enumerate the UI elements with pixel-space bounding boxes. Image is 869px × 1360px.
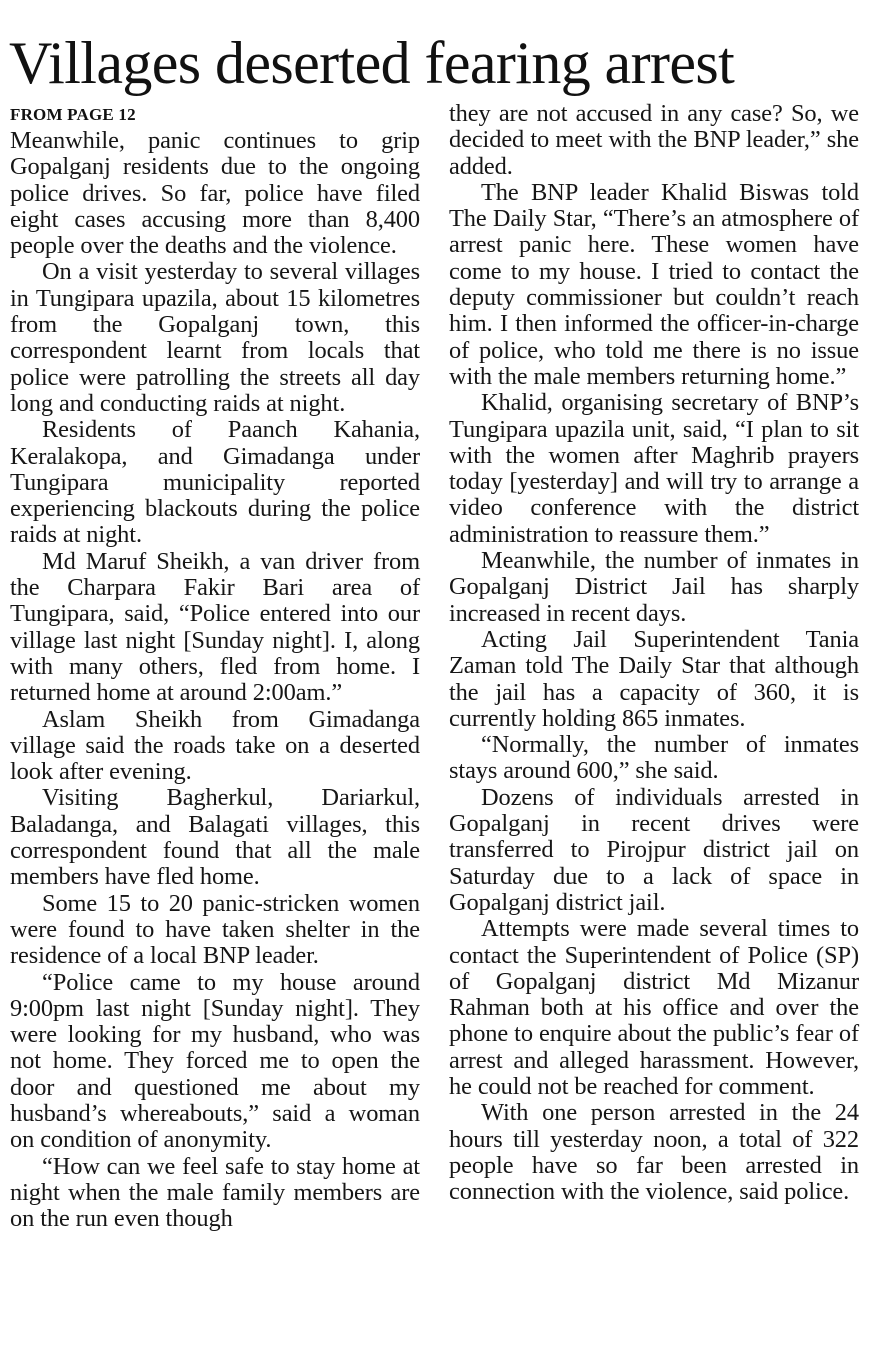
- paragraph: Residents of Paanch Kahania, Keralakopa, and Gimadanga under Tungipara municipality reported experiencing blackouts during the police raids at night.: [10, 416, 420, 549]
- paragraph: Some 15 to 20 panic-stricken women were found to have taken shelter in the residence of a local BNP leader.: [10, 889, 420, 970]
- paragraph: Md Maruf Sheikh, a van driver from the Charpara Fakir Bari area of Tungipara, said, “Police entered into our village last night [Sunday night]. I, along with many others, fled from home. I returned home at around 2:00am.”: [10, 547, 420, 707]
- paragraph: With one person arrested in the 24 hours till yesterday noon, a total of 322 people have so far been arrested in connection with the violence, said police.: [449, 1099, 859, 1206]
- paragraph: Meanwhile, the number of inmates in Gopalganj District Jail has sharply increased in recent days.: [449, 547, 859, 627]
- paragraph: The BNP leader Khalid Biswas told The Daily Star, “There’s an atmosphere of arrest panic here. These women have come to my house. I tried to contact the deputy commissioner but couldn’t reach him. I then informed the officer-in-charge of police, who told me there is no issue with the male members returning home.”: [449, 178, 859, 390]
- paragraph: “How can we feel safe to stay home at night when the male family members are on the run even though: [10, 1152, 420, 1233]
- paragraph: Khalid, organising secretary of BNP’s Tungipara upazila unit, said, “I plan to sit with the women after Maghrib prayers today [yesterday] and will try to arrange a video conference with the district administration to reassure them.”: [449, 389, 859, 548]
- paragraph: On a visit yesterday to several villages in Tungipara upazila, about 15 kilometres from the Gopalganj town, this correspondent learnt from locals that police were patrolling the streets all day long and conducting raids at night.: [10, 258, 420, 417]
- paragraph: Attempts were made several times to contact the Superintendent of Police (SP) of Gopalganj district Md Mizanur Rahman both at his office and over the phone to enquire about the public’s fear of arrest and alleged harassment. However, he could not be reached for comment.: [449, 915, 859, 1100]
- continuation-label: FROM PAGE 12: [10, 105, 136, 124]
- paragraph: “Police came to my house around 9:00pm last night [Sunday night]. They were looking for my husband, who was not home. They forced me to open the door and questioned me about my husband’s whereabouts,” said a woman on condition of anonymity.: [10, 968, 420, 1154]
- paragraph: they are not accused in any case? So, we decided to meet with the BNP leader,” she added.: [449, 100, 859, 180]
- paragraph: Meanwhile, panic continues to grip Gopalganj residents due to the ongoing police drives. So far, police have filed eight cases accusing more than 8,400 people over the deaths and the violence.: [10, 127, 420, 260]
- paragraph: Visiting Bagherkul, Dariarkul, Baladanga, and Balagati villages, this correspondent found that all the male members have fled home.: [10, 784, 420, 891]
- paragraph: Dozens of individuals arrested in Gopalganj in recent drives were transferred to Pirojpur district jail on Saturday due to a lack of space in Gopalganj district jail.: [449, 783, 859, 916]
- paragraph: “Normally, the number of inmates stays around 600,” she said.: [449, 731, 859, 785]
- right-column: [449, 101, 859, 1205]
- left-column: [10, 102, 420, 1232]
- headline: Villages deserted fearing arrest: [9, 30, 735, 96]
- paragraph: Aslam Sheikh from Gimadanga village said the roads take on a deserted look after evening.: [10, 705, 420, 786]
- paragraph: Acting Jail Superintendent Tania Zaman told The Daily Star that although the jail has a capacity of 360, it is currently holding 865 inmates.: [449, 625, 859, 732]
